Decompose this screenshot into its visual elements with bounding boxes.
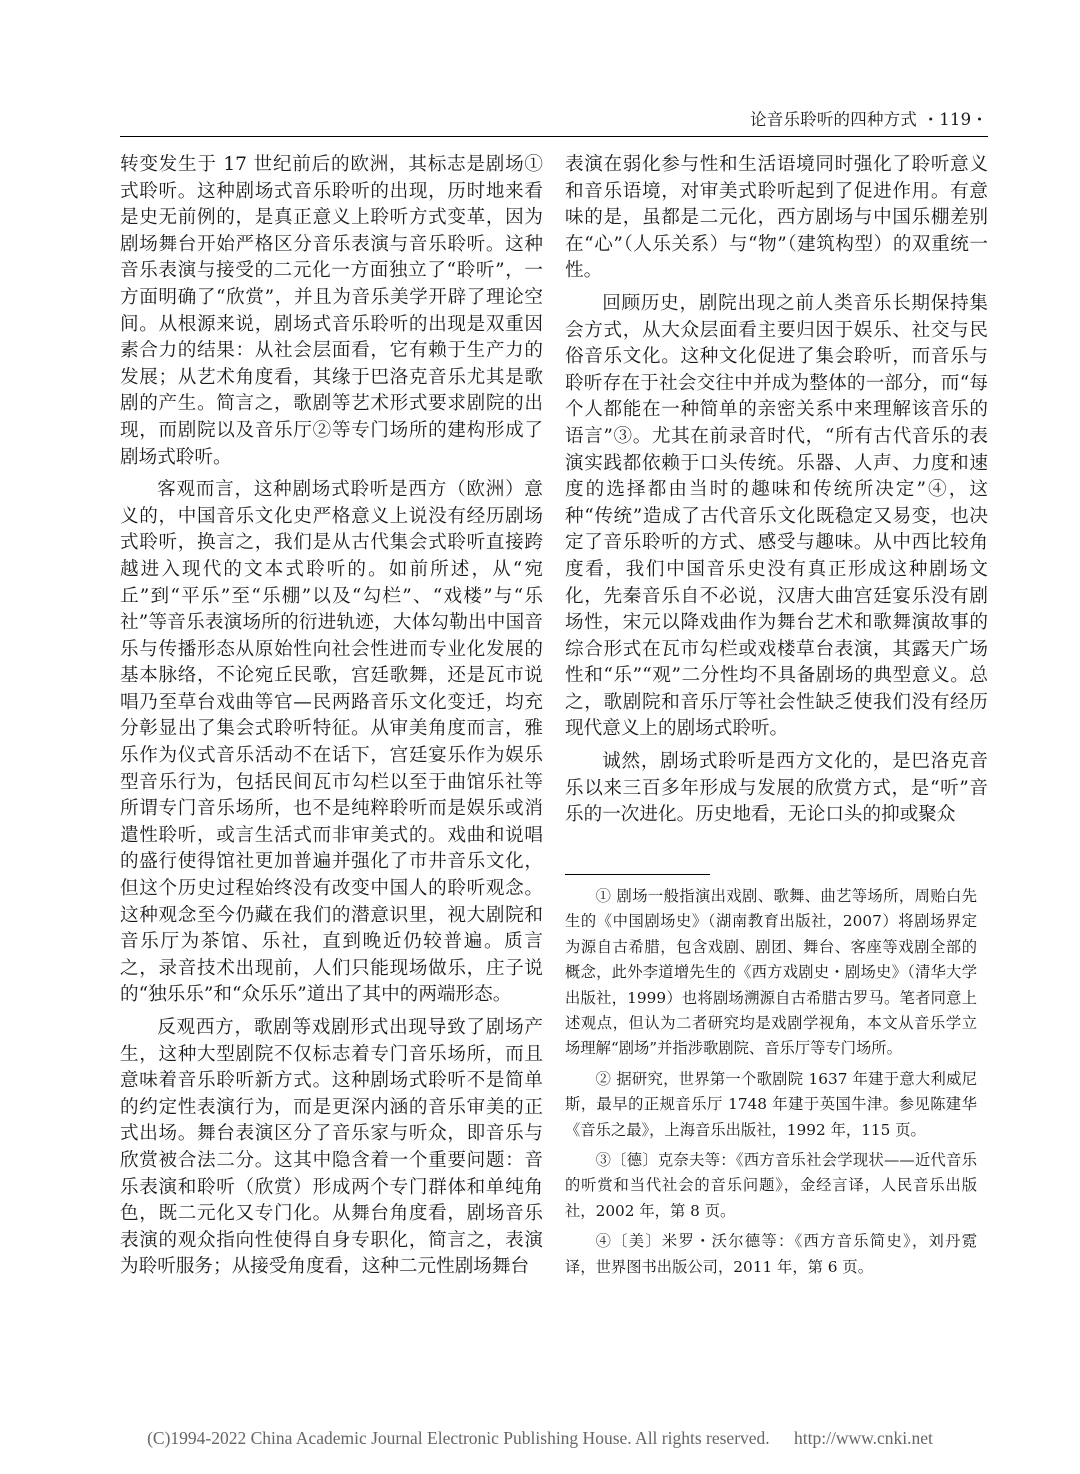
running-title: 论音乐聆听的四种方式 ・119・ (750, 110, 988, 129)
running-header (120, 104, 988, 137)
paragraph: 反观西方，歌剧等戏剧形式出现导致了剧场产生，这种大型剧院不仅标志着专门音乐场所，而且意味着音乐聆听新方式。这种剧场式聆听不是简单的约定性表演行为，而是更深内涵的音乐审美的正式出场。舞台表演区分了音乐家与听众，即音乐与欣赏被合法二分。这其中隐含着一个重要问题：音乐表演和聆听（欣赏）形成两个专门群体和单纯角色，既二元化又专门化。从舞台角度看，剧场音乐表演的观众指向性使得自身专职化，简言之，表演为聆听服务；从接受角度看，这种二元性剧场舞台 (120, 1017, 543, 1278)
paragraph: 表演在弱化参与性和生活语境同时强化了聆听意义和音乐语境，对审美式聆听起到了促进作用。有意味的是，虽都是二元化，西方剧场与中国乐棚差别在“心”（人乐关系）与“物”（建筑构型）的双重统一性。 (565, 154, 988, 282)
footnote-rule (565, 874, 710, 875)
site-url[interactable]: http://www.cnki.net (794, 1428, 933, 1448)
footnote-item: ② 据研究，世界第一个歌剧院 1637 年建于意大利威尼斯，最早的正规音乐厅 1748 年建于英国牛津。参见陈建华《音乐之最》，上海音乐出版社，1992 年，115 页。 (565, 1069, 977, 1139)
paragraph: 诚然，剧场式聆听是西方文化的，是巴洛克音乐以来三百多年形成与发展的欣赏方式，是“听”音乐的一次进化。历史地看，无论口头的抑或聚众 (565, 751, 988, 826)
footnote-item: ③〔德〕克奈夫等：《西方音乐社会学现状——近代音乐的听赏和当代社会的音乐问题》，金经言译，人民音乐出版社，2002 年，第 8 页。 (565, 1151, 977, 1220)
copyright-text: (C)1994-2022 China Academic Journal Electronic Publishing House. All rights reserved. (147, 1428, 770, 1448)
paragraph: 转变发生于 17 世纪前后的欧洲，其标志是剧场①式聆听。这种剧场式音乐聆听的出现，历时地来看是史无前例的，是真正意义上聆听方式变革，因为剧场舞台开始严格区分音乐表演与音乐聆听。这种音乐表演与接受的二元化一方面独立了“聆听”，一方面明确了“欣赏”，并且为音乐美学开辟了理论空间。从根源来说，剧场式音乐聆听的出现是双重因素合力的结果：从社会层面看，它有赖于生产力的发展；从艺术角度看，其缘于巴洛克音乐尤其是歌剧的产生。简言之，歌剧等艺术形式要求剧院的出现，而剧院以及音乐厅②等专门场所的建构形成了剧场式聆听。 (120, 154, 543, 468)
left-column (120, 152, 543, 1287)
paragraph: 回顾历史，剧院出现之前人类音乐长期保持集会方式，从大众层面看主要归因于娱乐、社交与民俗音乐文化。这种文化促进了集会聆听，而音乐与聆听存在于社会交往中并成为整体的一部分，而“每个人都能在一种简单的亲密关系中来理解该音乐的语言”③。尤其在前录音时代，“所有古代音乐的表演实践都依赖于口头传统。乐器、人声、力度和速度的选择都由当时的趣味和传统所决定”④，这种“传统”造成了古代音乐文化既稳定又易变，也决定了音乐聆听的方式、感受与趣味。从中西比较角度看，我们中国音乐史没有真正形成这种剧场文化，先秦音乐自不必说，汉唐大曲宫廷宴乐没有剧场性，宋元以降戏曲作为舞台艺术和歌舞演故事的综合形式在瓦市勾栏或戏楼草台表演，其露天广场性和“乐”“观”二分性均不具备剧场的典型意义。总之，歌剧院和音乐厅等社会性缺乏使我们没有经历现代意义上的剧场式聆听。 (565, 292, 988, 740)
paragraph: 客观而言，这种剧场式聆听是西方（欧洲）意义的，中国音乐文化史严格意义上说没有经历剧场式聆听，换言之，我们是从古代集会式聆听直接跨越进入现代的文本式聆听的。如前所述，从“宛丘”到“平乐”至“乐棚”以及“勾栏”、“戏楼”与“乐社”等音乐表演场所的衍进轨迹，大体勾勒出中国音乐与传播形态从原始性向社会性进而专业化发展的基本脉络，不论宛丘民歌，宫廷歌舞，还是瓦市说唱乃至草台戏曲等官—民两路音乐文化变迁，均充分彰显出了集会式聆听特征。从审美角度而言，雅乐作为仪式音乐活动不在话下，宫廷宴乐作为娱乐型音乐行为，包括民间瓦市勾栏以至于曲馆乐社等所谓专门音乐场所，也不是纯粹聆听而是娱乐或消遣性聆听，或言生活式而非审美式的。戏曲和说唱的盛行使得馆社更加普遍并强化了市井音乐文化，但这个历史过程始终没有改变中国人的聆听观念。这种观念至今仍藏在我们的潜意识里，视大剧院和音乐厅为茶馆、乐社，直到晚近仍较普遍。质言之，录音技术出现前，人们只能现场做乐，庄子说的“独乐乐”和“众乐乐”道出了其中的两端形态。 (120, 479, 543, 1006)
footnote-item: ① 剧场一般指演出戏剧、歌舞、曲艺等场所，周贻白先生的《中国剧场史》（湖南教育出版社，2007）将剧场界定为源自古希腊，包含戏剧、剧团、舞台、客座等戏剧全部的概念，此外李道增先生的《西方戏剧史・剧场史》（清华大学出版社，1999）也将剧场溯源自古希腊古罗马。笔者同意上述观点，但认为二者研究均是戏剧学视角，本文从音乐学立场理解“剧场”并指涉歌剧院、音乐厅等专门场所。 (565, 887, 977, 1058)
right-column (565, 152, 988, 835)
copyright-footer (0, 1428, 1080, 1449)
footnotes (565, 884, 977, 1285)
footnote-item: ④〔美〕米罗・沃尔德等：《西方音乐简史》，刘丹霓译，世界图书出版公司，2011 年，第 6 页。 (565, 1232, 977, 1276)
